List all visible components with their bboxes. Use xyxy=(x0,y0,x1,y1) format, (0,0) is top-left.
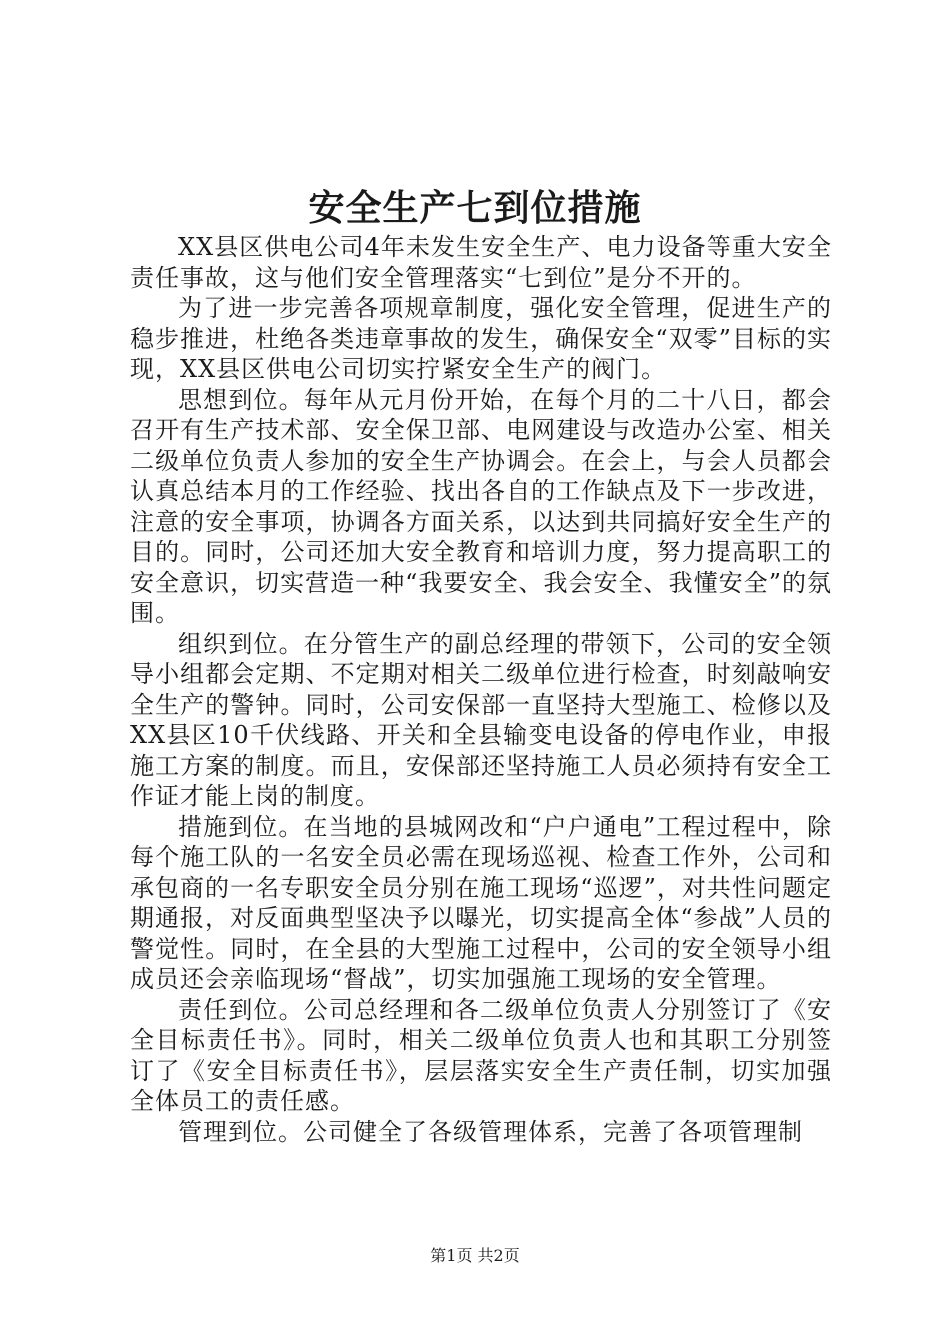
paragraph-measures: 措施到位。在当地的县城网改和“户户通电”工程过程中，除每个施工队的一名安全员必需在现场巡视、检查工作外，公司和承包商的一名专职安全员分别在施工现场“巡逻”，对共性问题定期通报，对反面典型坚决予以曝光，切实提高全体“参战”人员的警觉性。同时，在全县的大型施工过程中，公司的安全领导小组成员还会亲临现场“督战”，切实加强施工现场的安全管理。 xyxy=(130,812,832,993)
document-body xyxy=(130,232,832,1147)
paragraph-intro: XX县区供电公司4年未发生安全生产、电力设备等重大安全责任事故，这与他们安全管理落实“七到位”是分不开的。 xyxy=(130,233,832,292)
paragraph-thought: 思想到位。每年从元月份开始，在每个月的二十八日，都会召开有生产技术部、安全保卫部、电网建设与改造办公室、相关二级单位负责人参加的安全生产协调会。在会上，与会人员都会认真总结本月的工作经验、找出各自的工作缺点及下一步改进，注意的安全事项，协调各方面关系，以达到共同搞好安全生产的目的。同时，公司还加大安全教育和培训力度，努力提高职工的安全意识，切实营造一种“我要安全、我会安全、我懂安全”的氛围。 xyxy=(130,385,832,627)
paragraph-purpose: 为了进一步完善各项规章制度，强化安全管理，促进生产的稳步推进，杜绝各类违章事故的发生，确保安全“双零”目标的实现，XX县区供电公司切实拧紧安全生产的阀门。 xyxy=(130,294,832,383)
page-number-footer: 第1页 共2页 xyxy=(430,1246,520,1265)
paragraph-responsibility: 责任到位。公司总经理和各二级单位负责人分别签订了《安全目标责任书》。同时，相关二级单位负责人也和其职工分别签订了《安全目标责任书》，层层落实安全生产责任制，切实加强全体员工的责任感。 xyxy=(130,995,832,1115)
paragraph-management: 管理到位。公司健全了各级管理体系，完善了各项管理制 xyxy=(178,1117,803,1146)
document-title: 安全生产七到位措施 xyxy=(308,187,642,229)
paragraph-organization: 组织到位。在分管生产的副总经理的带领下，公司的安全领导小组都会定期、不定期对相关二级单位进行检查，时刻敲响安全生产的警钟。同时，公司安保部一直坚持大型施工、检修以及XX县区10千伏线路、开关和全县输变电设备的停电作业，申报施工方案的制度。而且，安保部还坚持施工人员必须持有安全工作证才能上岗的制度。 xyxy=(130,629,832,810)
